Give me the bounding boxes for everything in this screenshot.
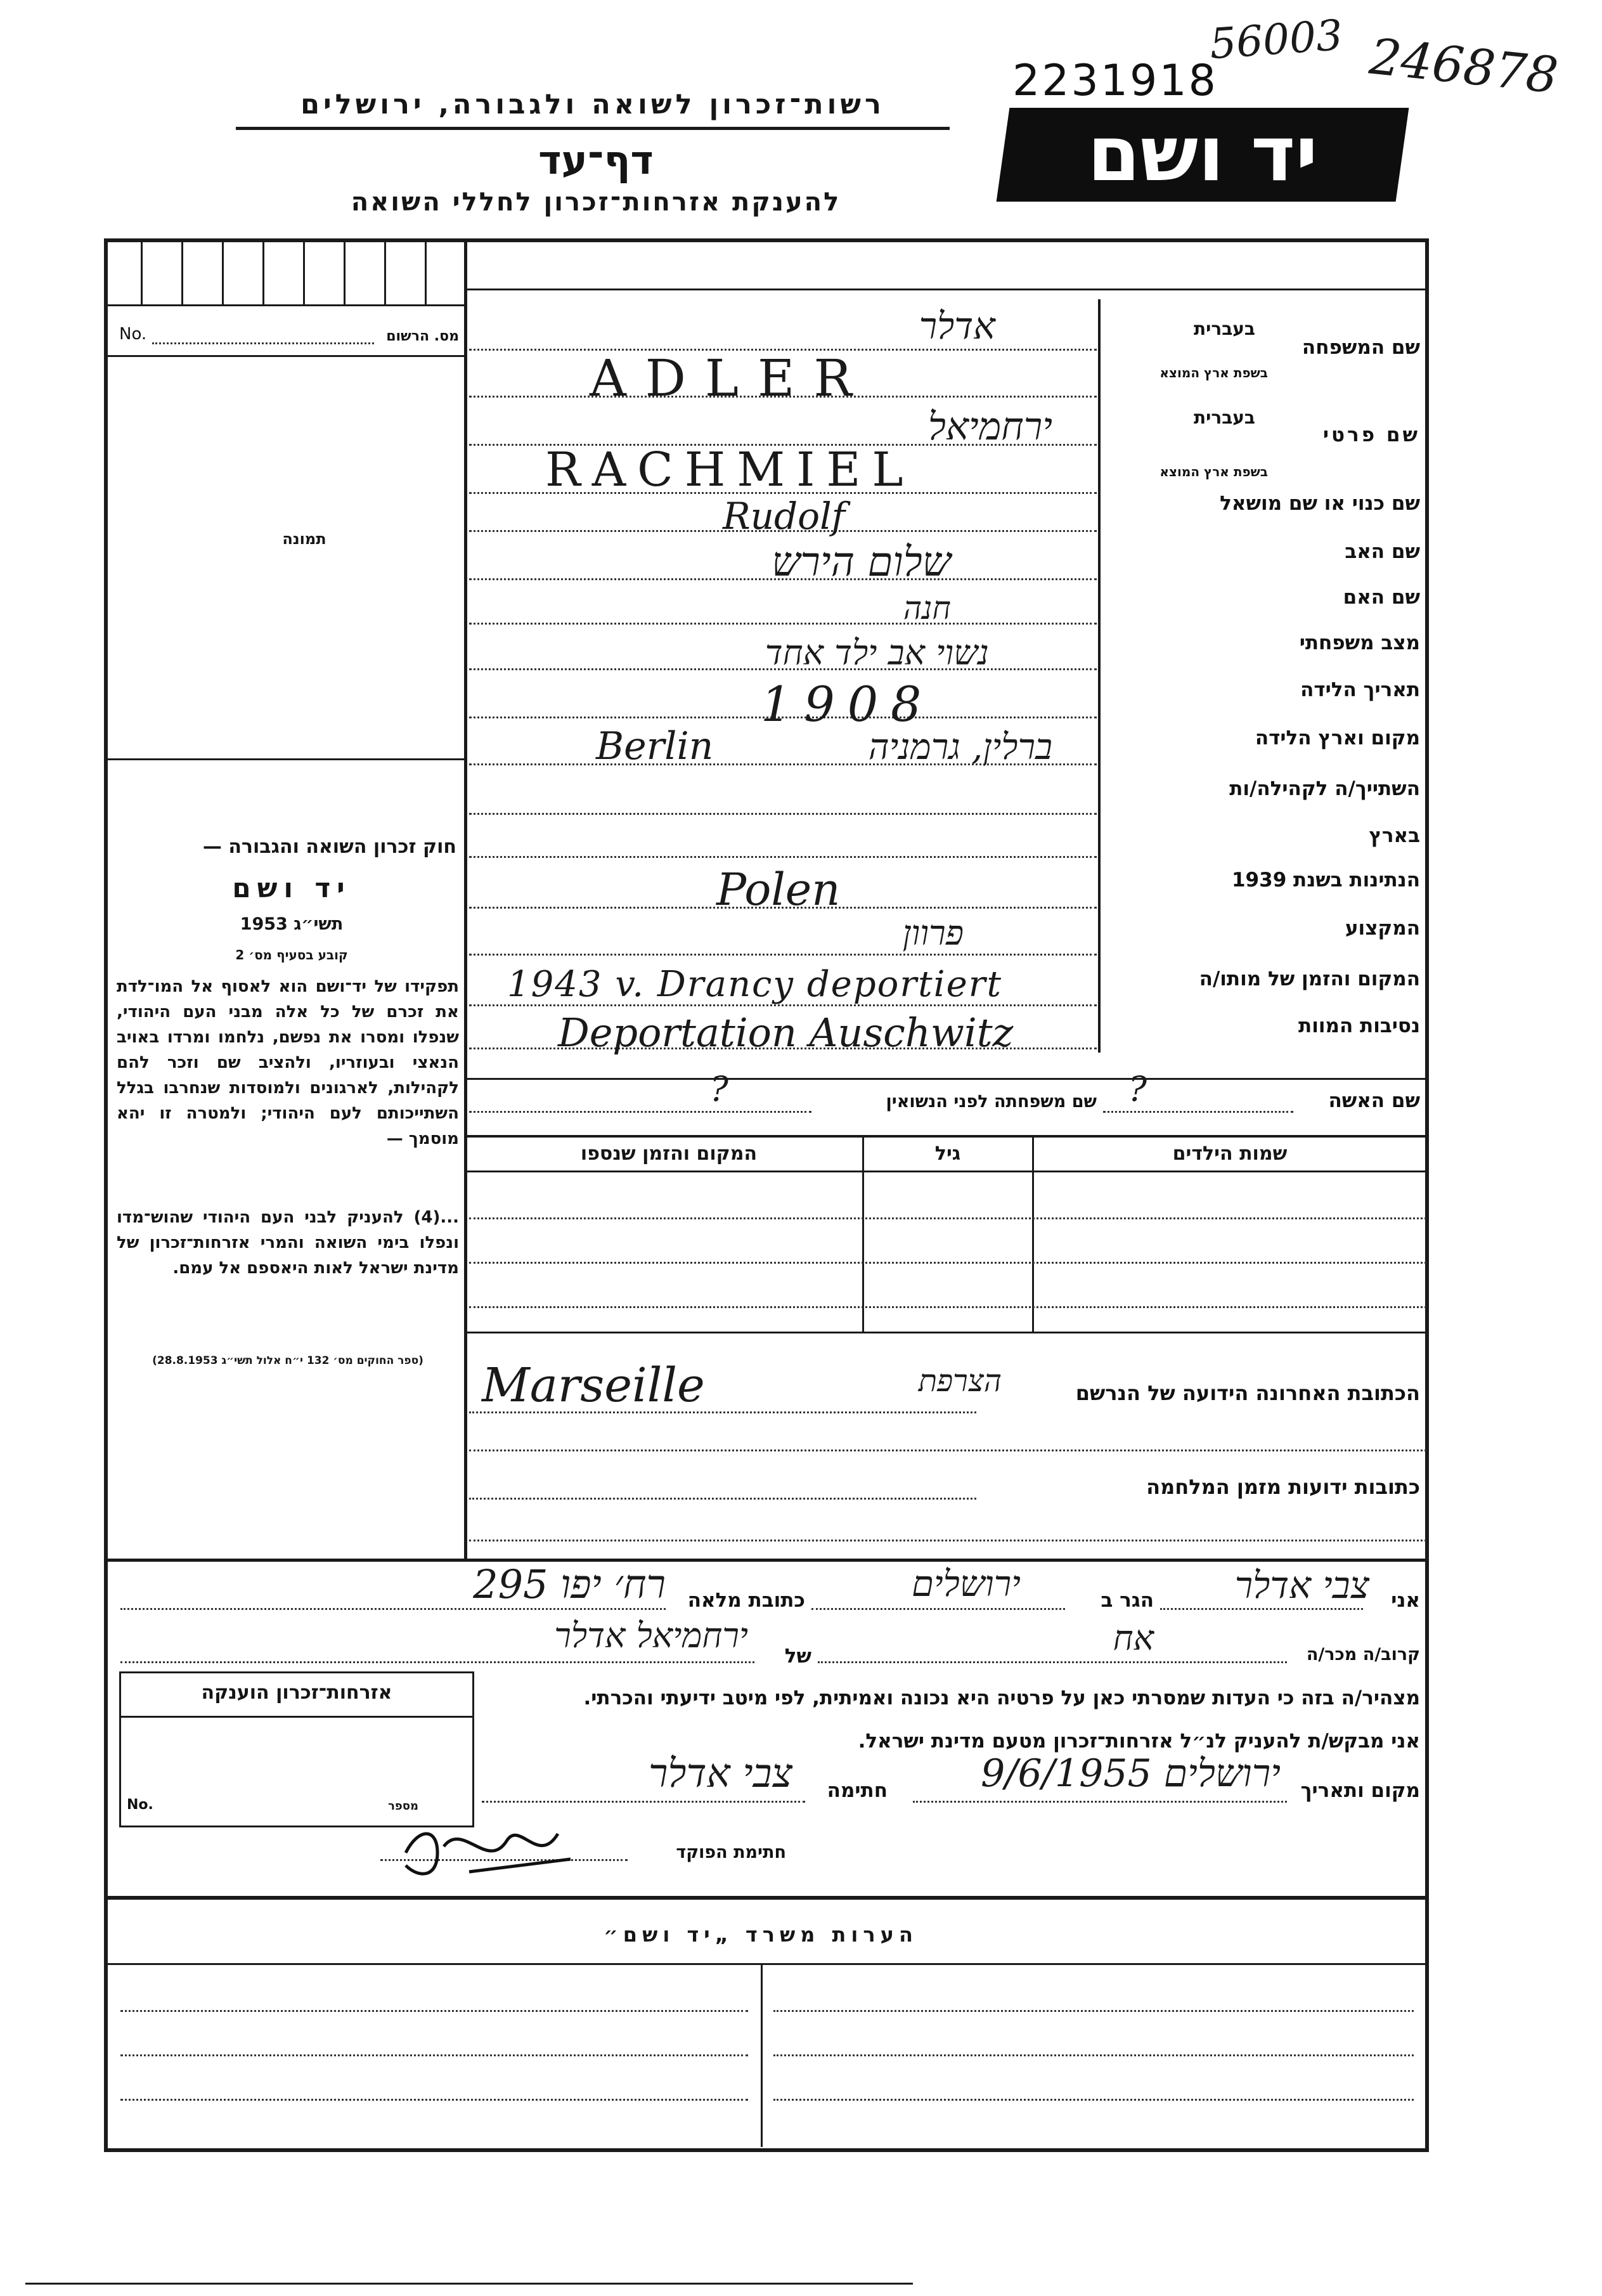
- law-clause-4: ...(4) להעניק לבני העם היהודי שהוש־מדו ונפלו בימי השואה והמרי אזרחות־זכרון של מדינת ישראל לאות היאספם אל עמם.: [117, 1208, 459, 1278]
- law-name: יד ושם: [232, 872, 351, 904]
- authority-name: רשות־זכרון לשואה ולגבורה, ירושלים: [300, 89, 885, 120]
- in-hebrew-label-1: בעברית: [1193, 318, 1255, 339]
- request-text: אני מבקש/ת להעניק לנ״ל אזרחות־זכרון מטעם מדינת ישראל.: [858, 1730, 1420, 1753]
- resides-label: הגר ב: [1101, 1589, 1154, 1612]
- birth-place-label: מקום וארץ הלידה: [1255, 727, 1420, 749]
- birth-date-value: 1908: [761, 676, 934, 732]
- reg-no-latin: No.: [119, 325, 147, 344]
- profession-label: המקצוע: [1345, 917, 1420, 940]
- memorial-box-title: אזרחות־זכרון הוענקה: [201, 1682, 392, 1704]
- reg-no-label: מס. הרשום: [386, 328, 459, 344]
- declarant-address: רח׳ יפו 295: [473, 1561, 666, 1607]
- origin-lang-label-1: בשפת ארץ המוצא: [1160, 365, 1268, 380]
- declarant-i-label: אני: [1391, 1589, 1420, 1612]
- declarant-city: ירושלים: [912, 1564, 1021, 1605]
- stamp-number-b: 56003: [1208, 10, 1345, 69]
- header-underline: [236, 127, 950, 130]
- in-hebrew-label-2: בעברית: [1193, 407, 1255, 428]
- law-reference: (ספר החוקים מס׳ 132 י״ח אלול תשי״ג 28.8.1953): [152, 1354, 423, 1367]
- last-address-hebrew: הצרפת: [918, 1363, 1002, 1399]
- death-place-label: המקום והזמן של מותו/ה: [1199, 968, 1420, 990]
- nickname-value: Rudolf: [723, 495, 846, 538]
- surname-label: שם המשפחה: [1302, 336, 1420, 359]
- wife-maiden-label: שם משפחתה לפני הנשואין: [886, 1092, 1097, 1112]
- marital-value: נשוי אב ילד אחד: [765, 633, 989, 673]
- surname-latin: ADLER: [590, 349, 871, 408]
- law-year: תשי״ג 1953: [240, 914, 344, 934]
- birth-date-label: תאריך הלידה: [1300, 678, 1420, 701]
- declarant-signature: צבי אדלר: [649, 1750, 792, 1796]
- full-address-label: כתובת מלאה: [687, 1589, 805, 1612]
- children-age-header: גיל: [934, 1143, 961, 1165]
- scan-edge: [25, 2283, 913, 2285]
- firstname-hebrew: ירחמיאל: [927, 405, 1052, 449]
- wife-maiden-value: ?: [710, 1069, 728, 1109]
- birth-place-hebrew: ברלין, גרמניה: [868, 727, 1052, 768]
- country-label: בארץ: [1369, 824, 1420, 847]
- birth-place-latin: Berlin: [596, 724, 714, 769]
- declaration-text: מצהיר/ה בזה כי העדות שמסרתי כאן על פרטיה היא נכונה ואמיתית, לפי מיטב ידיעתי והכרתי.: [583, 1687, 1420, 1709]
- wife-label: שם האשה: [1328, 1089, 1420, 1112]
- place-date-value: ירושלים 9/6/1955: [981, 1751, 1281, 1796]
- relation-label: קרוב/ה מכר/ה: [1306, 1645, 1420, 1664]
- death-circumstances-label: נסיבות המוות: [1298, 1015, 1420, 1037]
- mother-label: שם האם: [1343, 586, 1420, 609]
- firstname-latin: RACHMIEL: [545, 443, 915, 497]
- place-date-label: מקום ותאריך: [1300, 1779, 1420, 1802]
- father-value: שלום הירש: [772, 539, 951, 586]
- last-address-label: הכתובת האחרונה הידועה של הנרשם: [1075, 1381, 1420, 1405]
- wife-value: ?: [1128, 1069, 1147, 1109]
- memorial-box-no-latin: No.: [127, 1797, 153, 1813]
- photo-label: תמונה: [282, 530, 326, 548]
- office-notes-title: הערות משרד „יד ושם״: [604, 1923, 918, 1947]
- children-names-header: שמות הילדים: [1172, 1143, 1288, 1165]
- mother-value: חנה: [903, 590, 951, 626]
- stamp-number-c: 246878: [1367, 28, 1561, 105]
- stamp-number-a: 2231918: [1012, 56, 1218, 106]
- children-place-header: המקום והזמן שנספו: [580, 1143, 758, 1165]
- relation-value: אח: [1113, 1618, 1154, 1658]
- citizenship-label: הנתינות בשנת 1939: [1231, 869, 1420, 892]
- logo-text: יד ושם: [1087, 110, 1318, 198]
- nickname-label: שם כנוי או שם מושאל: [1220, 492, 1420, 515]
- declarant-name: צבי אדלר: [1234, 1564, 1369, 1607]
- law-clause: קובע בסעיף מס׳ 2: [235, 947, 348, 963]
- origin-lang-label-2: בשפת ארץ המוצא: [1160, 464, 1268, 479]
- marital-label: מצב משפחתי: [1299, 632, 1420, 654]
- of-label: של: [784, 1645, 811, 1668]
- firstname-label: שם פרטי: [1322, 424, 1420, 446]
- death-place-value: 1943 v. Drancy deportiert: [507, 964, 1002, 1005]
- signature-label: חתימה: [827, 1779, 888, 1802]
- law-text: תפקידו של יד־ושם הוא לאסוף אל המו־לדת את זכרם של כל אלה מבני העם היהודי, שנפלו ומסרו את נפשם, נלחמו ומרדו באויב הנאצי ובעוזריו, ולהציב שם וזכר להם לקהילות, לארגונים ולמוסדות שנחרבו בגלל השתייכותם לעם היהודי; ולמטרה זו יהא מוסמך —: [117, 977, 459, 1148]
- last-address-latin: Marseille: [482, 1358, 705, 1413]
- memorial-box-number-label: מספר: [388, 1800, 418, 1813]
- citizenship-value: Polen: [716, 864, 841, 916]
- officer-signature-label: חתימת הפוקד: [676, 1843, 786, 1862]
- form-title: דף־עד: [538, 137, 654, 183]
- form-subtitle: להענקת אזרחות־זכרון לחללי השואה: [351, 188, 841, 217]
- profession-value: פרוון: [902, 913, 964, 953]
- death-circumstances-value: Deportation Auschwitz: [558, 1009, 1014, 1056]
- of-value: ירחמיאל אדלר: [554, 1616, 748, 1656]
- yad-vashem-logo: [997, 108, 1409, 202]
- wartime-address-label: כתובות ידועות מזמן המלחמה: [1146, 1475, 1420, 1499]
- father-label: שם האב: [1345, 540, 1420, 563]
- law-title: חוק זכרון השואה והגבורה —: [202, 836, 456, 858]
- surname-hebrew: אדלר: [919, 304, 995, 347]
- community-label: השתייך/ה לקהילה/ות: [1229, 777, 1420, 800]
